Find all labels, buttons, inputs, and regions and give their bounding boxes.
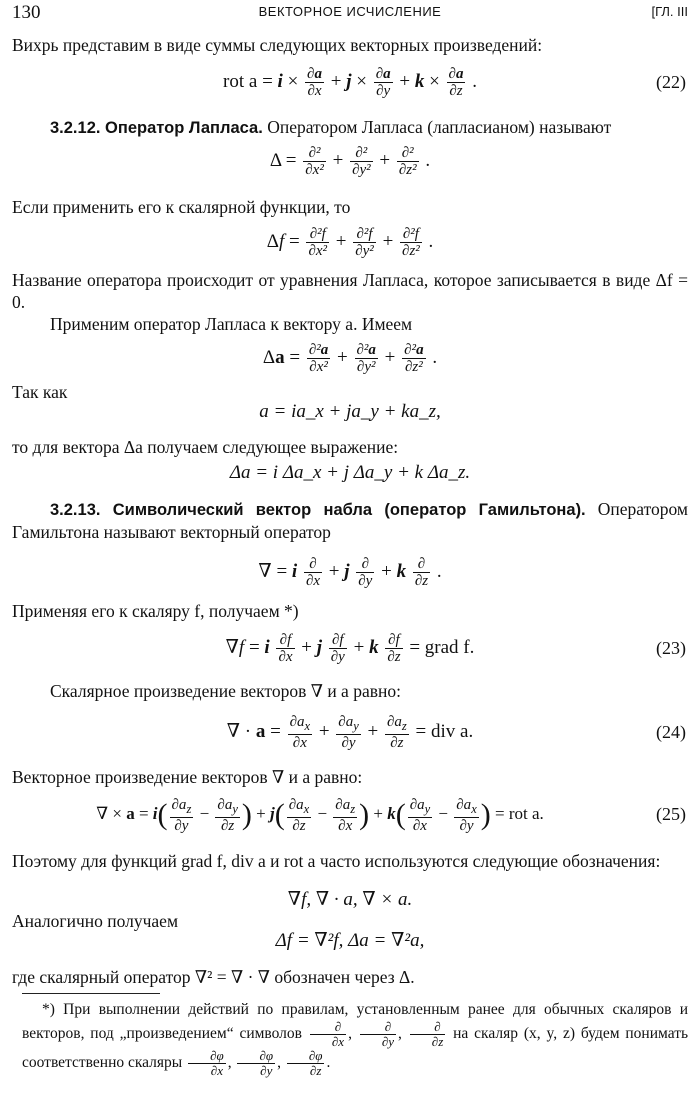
page-header xyxy=(12,2,688,24)
section-3-2-12-heading xyxy=(12,116,688,139)
section-3-2-13-text: Оператором Гамильтона называют векторный оператор xyxy=(12,499,688,542)
paragraph-scalar-apply: Если применить его к скалярной функции, то xyxy=(12,197,351,217)
paragraph-similarly: Аналогично получаем xyxy=(12,911,179,931)
paragraph-apply-scalar-f: Применяя его к скаляру f, получаем *) xyxy=(12,601,299,621)
equation-laplace-forms: Δf = ∇²f, Δa = ∇²a, xyxy=(275,930,425,951)
page-number: 130 xyxy=(12,2,41,23)
paragraph-since: Так как xyxy=(12,382,68,402)
equation-laplace-vector: Δa = $\frac{\text{∂²a}}{\text{∂x²}}$ + $\frac{\text{∂²a}}{\text{∂y²}}$ + $\frac{\text{∂²a}}{\text{∂z²}}$ . xyxy=(262,342,438,376)
paragraph-nabla-squared: где скалярный оператор ∇² = ∇ · ∇ обозначен через Δ. xyxy=(12,967,415,987)
footnote-line-1b: на скаляр xyxy=(453,1025,518,1043)
equation-22-number: (22) xyxy=(656,72,686,92)
eq22-lhs: rot a = xyxy=(223,71,278,92)
equation-nabla-operator: ∇ = i $\frac{\partial}{\partial x}$ + j $\frac{\partial}{\partial y}$ + k $\frac{\partial}{\partial z}$ . xyxy=(258,556,442,590)
equation-23: ∇f = i $\frac{\partial f}{\partial x}$ + j $\frac{\partial f}{\partial y}$ + k $\frac{\partial f}{\partial z}$ = grad f. (23) xyxy=(0,628,700,668)
paragraph-dot-product: Скалярное произведение векторов ∇ и a равно: xyxy=(50,681,401,701)
equation-25: ∇ × a = i( $\frac{\partial a_z}{\partial y}$ − $\frac{\partial a_y}{\partial z}$ ) + j( $\frac{\partial a_x}{\partial z}$ − $\frac{\partial a_z}{\partial x}$ ) + k( $\frac{\partial a_y}{\partial x}$ − $\frac{\partial a_x}{\partial y}$ ) = rot a. (25) xyxy=(0,794,700,834)
footnote-line-1: *) При выполнении действий по правилам, установленным ранее для обычных скаляров и векторов, под „произведением“ символов xyxy=(22,1001,688,1043)
section-3-2-13-heading xyxy=(12,498,688,543)
eq25-rhs: = rot a. xyxy=(490,804,544,823)
equation-22-formula: rot a = i × $\frac{\partial a}{\partial x}$ + j × $\frac{\partial a}{\partial y}$ + k × $\frac{\partial a}{\partial z}$ . xyxy=(223,66,477,100)
equation-laplace-scalar: Δf = $\frac{\text{∂²f}}{\text{∂x²}}$ + $\frac{\text{∂²f}}{\text{∂y²}}$ + $\frac{\text{∂²f}}{\text{∂z²}}$ . xyxy=(266,226,434,260)
paragraph-cross-product: Векторное произведение векторов ∇ и a равно: xyxy=(12,767,363,787)
paragraph-apply-vector: Применим оператор Лапласа к вектору a. Имеем xyxy=(50,314,413,334)
equation-delta-a-decomposition: Δa = i Δa_x + j Δa_y + k Δa_z. xyxy=(229,462,471,483)
equation-24-number: (24) xyxy=(656,722,686,742)
equation-a-decomposition: a = ia_x + ja_y + ka_z, xyxy=(259,401,441,422)
section-3-2-12-title: 3.2.12. Оператор Лапласа. xyxy=(50,119,263,137)
equation-22 xyxy=(0,62,700,102)
footnote: *) При выполнении действий по правилам, установленным ранее для обычных скаляров и векторов, под „произведением“ символов $\frac{\partial}{\partial x}$ , $\frac{\partial}{\partial y}$ , $\frac{\partial}{\partial z}$ на скаляр (x, y, z) будем понимать соответственно скаляры $\frac{\partial\varphi}{\partial x}$ , $\frac{\partial\varphi}{\partial y}$ , $\frac{\partial\varphi}{\partial z}$ . xyxy=(22,1001,689,1078)
paragraph-laplace-name: Название оператора происходит от уравнения Лапласа, которое записывается в виде Δf = 0. xyxy=(12,270,688,312)
paragraph-curl-intro: Вихрь представим в виде суммы следующих векторных произведений: xyxy=(12,35,543,55)
running-title: ВЕКТОРНОЕ ИСЧИСЛЕНИЕ xyxy=(258,4,442,19)
section-3-2-12-text: Оператором Лапласа (лапласианом) называют xyxy=(262,117,612,137)
footnote-rule xyxy=(22,993,160,994)
equation-23-number: (23) xyxy=(656,638,686,658)
paragraph-delta-a: то для вектора Δa получаем следующее выражение: xyxy=(12,437,399,457)
paragraph-notation: Поэтому для функций grad f, div a и rot a часто используются следующие обозначения: xyxy=(12,851,661,871)
footnote-line-2: (x, y, z) будем понимать соответственно скаляры xyxy=(22,1025,689,1072)
equation-nabla-forms: ∇f, ∇ · a, ∇ × a. xyxy=(287,889,413,910)
equation-25-number: (25) xyxy=(656,804,686,824)
eq24-rhs: = div a. xyxy=(410,721,474,742)
chapter-label: [ГЛ. III xyxy=(651,4,688,19)
section-3-2-13-title: 3.2.13. Символический вектор набла (оператор Гамильтона). xyxy=(50,501,586,519)
equation-24: ∇ · a = $\frac{\partial a_x}{\partial x}$ + $\frac{\partial a_y}{\partial y}$ + $\frac{\partial a_z}{\partial z}$ = div a. (24) xyxy=(0,712,700,752)
eq23-rhs: = grad f. xyxy=(404,637,475,658)
equation-laplace-operator: Δ = $\frac{\text{∂²}}{\text{∂x²}}$ + $\frac{\text{∂²}}{\text{∂y²}}$ + $\frac{\text{∂²}}{\text{∂z²}}$ . xyxy=(269,145,431,179)
